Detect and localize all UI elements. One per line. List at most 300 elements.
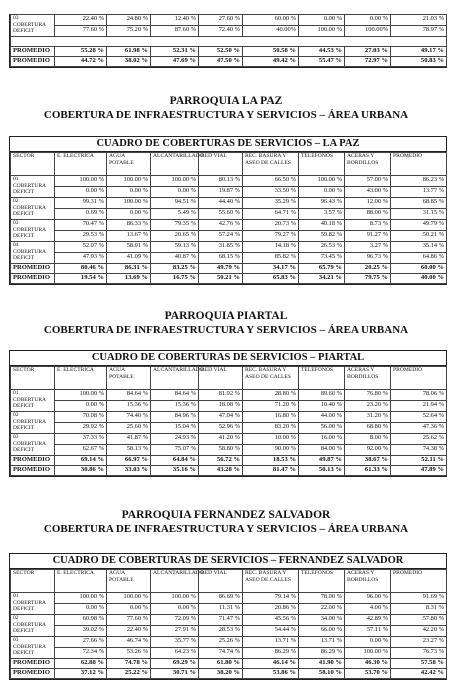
sector-number: 02 <box>13 198 19 204</box>
deficit-cell: 68.80 % <box>345 423 391 434</box>
deficit-cell: 41.09 % <box>107 253 151 264</box>
promedio-cell: 30.71 % <box>151 669 199 679</box>
coverage-cell: 0.00 % <box>345 637 391 648</box>
deficit-cell: 11.31 % <box>199 604 243 615</box>
deficit-cell: 90.00 % <box>243 445 299 456</box>
deficit-cell: 88.00 % <box>345 209 391 220</box>
sector-label <box>11 15 55 37</box>
promedio-label: PROMEDIO <box>11 57 55 67</box>
column-header: TELEFONOS <box>299 367 345 390</box>
coverage-cell: 35.14 % <box>391 242 447 253</box>
coverage-cell: 26.53 % <box>299 242 345 253</box>
deficit-cell: 3.57 % <box>299 209 345 220</box>
deficit-cell: 85.82 % <box>243 253 299 264</box>
deficit-cell: 100.00 % <box>299 26 345 37</box>
top-partial-table <box>9 14 447 68</box>
promedio-cell: 49.17 % <box>391 47 447 57</box>
coverage-cell: 89.60 % <box>299 390 345 401</box>
deficit-cell: 0.00 % <box>107 209 151 220</box>
promedio-cell: 57.58 % <box>391 659 447 669</box>
coverage-cell: 100.00 % <box>299 176 345 187</box>
deficit-cell: 15.36 % <box>151 401 199 412</box>
coverage-cell: 91.69 % <box>391 593 447 604</box>
deficit-cell: 72.34 % <box>55 648 107 659</box>
coverage-cell: 44.40 % <box>199 198 243 209</box>
deficit-cell: 68.15 % <box>199 253 243 264</box>
deficit-cell: 47.36 % <box>391 423 447 434</box>
promedio-cell: 50.83 % <box>391 57 447 67</box>
cobertura-label: COBERTURA <box>13 643 46 650</box>
promedio-cell: 69.14 % <box>55 456 107 466</box>
promedio-cell: 60.00 % <box>391 264 447 274</box>
sector-number: 02 <box>13 412 19 418</box>
coverage-cell: 100.00 % <box>107 176 151 187</box>
promedio-cell: 79.75 % <box>345 274 391 284</box>
promedio-cell: 56.72 % <box>199 456 243 466</box>
piartal-heading <box>0 309 452 337</box>
coverage-cell: 100.00 % <box>55 390 107 401</box>
promedio-cell: 16.75 % <box>151 274 199 284</box>
deficit-cell: 87.60 % <box>151 26 199 37</box>
deficit-cell: 74.74 % <box>199 648 243 659</box>
coverage-cell: 42.89 % <box>345 615 391 626</box>
cobertura-label: COBERTURA <box>13 248 46 255</box>
promedio-cell: 52.50 % <box>199 47 243 57</box>
deficit-cell: 54.44 % <box>243 626 299 637</box>
cobertura-label: COBERTURA <box>13 418 46 425</box>
cobertura-label: COBERTURA <box>13 599 46 606</box>
promedio-cell: 46.14 % <box>243 659 299 669</box>
promedio-cell: 50.21 % <box>199 274 243 284</box>
promedio-cell: 72.97 % <box>345 57 391 67</box>
deficit-cell: 64.71 % <box>243 209 299 220</box>
promedio-cell: 27.03 % <box>345 47 391 57</box>
deficit-cell: 0.00 % <box>55 401 107 412</box>
deficit-cell: 43.00 % <box>345 187 391 198</box>
deficit-cell: 56.00 % <box>299 423 345 434</box>
promedio-cell: 44.53 % <box>299 47 345 57</box>
deficit-cell: 8.31 % <box>391 604 447 615</box>
sector-number: 03 <box>13 637 19 643</box>
coverage-cell: 52.64 % <box>391 412 447 423</box>
deficit-label: DEFICIT <box>13 425 35 431</box>
deficit-cell: 78.97 % <box>391 26 447 37</box>
promedio-cell: 61.33 % <box>345 466 391 476</box>
coverage-cell: 24.80 % <box>107 15 151 26</box>
deficit-cell: 0.00 % <box>151 604 199 615</box>
promedio-cell: 18.53 % <box>243 456 299 466</box>
deficit-cell: 83.20 % <box>243 423 299 434</box>
deficit-cell: 13.77 % <box>391 187 447 198</box>
coverage-cell: 86.33 % <box>107 220 151 231</box>
coverage-cell: 66.50 % <box>243 176 299 187</box>
deficit-cell: 5.49 % <box>151 209 199 220</box>
coverage-cell: 47.04 % <box>199 412 243 423</box>
deficit-cell: 96.73 % <box>345 253 391 264</box>
deficit-cell: 39.02 % <box>55 626 107 637</box>
column-header: TELEFONOS <box>299 153 345 176</box>
promedio-cell: 66.97 % <box>107 456 151 466</box>
piartal-table <box>9 350 447 477</box>
coverage-cell: 100.00 % <box>55 176 107 187</box>
promedio-cell: 65.83 % <box>243 274 299 284</box>
promedio-cell: 38.67 % <box>345 456 391 466</box>
promedio-cell: 38.02 % <box>107 57 151 67</box>
coverage-cell: 79.35 % <box>151 220 199 231</box>
cobertura-label: COBERTURA <box>13 621 46 628</box>
coverage-cell: 12.00 % <box>345 198 391 209</box>
deficit-cell: 64.23 % <box>151 648 199 659</box>
promedio-cell: 47.89 % <box>391 466 447 476</box>
coverage-cell: 22.40 % <box>55 15 107 26</box>
promedio-cell: 49.79 % <box>199 264 243 274</box>
promedio-cell: 25.22 % <box>107 669 151 679</box>
coverage-cell: 79.14 % <box>243 593 299 604</box>
coverage-cell: 84.64 % <box>107 390 151 401</box>
column-header: PROMEDIO <box>391 570 447 593</box>
promedio-cell: 43.28 % <box>199 466 243 476</box>
deficit-cell: 20.86 % <box>243 604 299 615</box>
coverage-cell: 25.26 % <box>199 637 243 648</box>
cobertura-label: COBERTURA <box>13 204 46 211</box>
piartal-table-grid <box>10 366 447 476</box>
column-header: AGUA POTABLE <box>107 570 151 593</box>
coverage-cell: 77.60 % <box>107 615 151 626</box>
deficit-cell: 40.87 % <box>151 253 199 264</box>
coverage-cell: 72.09 % <box>151 615 199 626</box>
coverage-cell: 86.23 % <box>391 176 447 187</box>
promedio-cell: 61.80 % <box>199 659 243 669</box>
promedio-cell: 34.17 % <box>243 264 299 274</box>
promedio-cell: 49.87 % <box>299 456 345 466</box>
deficit-cell: 58.13 % <box>107 445 151 456</box>
coverage-cell: 13.71 % <box>243 637 299 648</box>
promedio-cell: 44.72 % <box>55 57 107 67</box>
coverage-cell: 25.62 % <box>391 434 447 445</box>
deficit-cell: 58.80 % <box>199 445 243 456</box>
spacer-cell <box>11 37 447 47</box>
coverage-cell: 8.73 % <box>345 220 391 231</box>
promedio-cell: 42.42 % <box>391 669 447 679</box>
coverage-cell: 0.00 % <box>299 15 345 26</box>
coverage-cell: 49.79 % <box>391 220 447 231</box>
promedio-label: PROMEDIO <box>11 659 55 669</box>
deficit-cell: 75.20 % <box>107 26 151 37</box>
deficit-cell: 59.82 % <box>299 231 345 242</box>
coverage-cell: 31.20 % <box>345 412 391 423</box>
column-header: TELEFONOS <box>299 570 345 593</box>
sector-number: 01 <box>13 593 19 599</box>
deficit-cell: 4.00 % <box>345 604 391 615</box>
coverage-cell: 58.91 % <box>107 242 151 253</box>
coverage-cell: 68.85 % <box>391 198 447 209</box>
coverage-cell: 57.80 % <box>391 615 447 626</box>
coverage-cell: 35.29 % <box>243 198 299 209</box>
coverage-cell: 52.07 % <box>55 242 107 253</box>
promedio-cell: 47.50 % <box>199 57 243 67</box>
promedio-cell: 62.88 % <box>55 659 107 669</box>
coverage-cell: 45.56 % <box>243 615 299 626</box>
column-header: SECTOR <box>11 153 55 176</box>
column-header: ACERAS Y BORDILLOS <box>345 153 391 176</box>
deficit-label: DEFICIT <box>13 606 35 612</box>
coverage-cell: 59.13 % <box>151 242 199 253</box>
promedio-cell: 55.47 % <box>299 57 345 67</box>
coverage-cell: 60.00 % <box>243 15 299 26</box>
fernandez-table-grid <box>10 569 447 679</box>
coverage-cell: 16.80 % <box>243 412 299 423</box>
promedio-cell: 55.28 % <box>55 47 107 57</box>
coverage-cell: 10.00 % <box>243 434 299 445</box>
promedio-label: PROMEDIO <box>11 669 55 679</box>
promedio-cell: 46.30 % <box>345 659 391 669</box>
promedio-cell: 13.69 % <box>107 274 151 284</box>
column-header: RED VIAL <box>199 367 243 390</box>
coverage-cell: 96.00 % <box>345 593 391 604</box>
deficit-cell: 0.00 % <box>55 187 107 198</box>
promedio-cell: 80.46 % <box>55 264 107 274</box>
column-header: PROMEDIO <box>391 367 447 390</box>
deficit-cell: 21.94 % <box>391 401 447 412</box>
sector-label <box>11 198 55 220</box>
coverage-cell: 40.18 % <box>299 220 345 231</box>
deficit-cell: 77.60 % <box>55 26 107 37</box>
deficit-cell: 76.73 % <box>391 648 447 659</box>
deficit-cell: 0.00 % <box>107 604 151 615</box>
promedio-cell: 52.11 % <box>391 456 447 466</box>
cobertura-label: COBERTURA <box>13 182 46 189</box>
coverage-cell: 34.00 % <box>299 615 345 626</box>
deficit-label: DEFICIT <box>13 189 35 195</box>
promedio-cell: 19.54 % <box>55 274 107 284</box>
promedio-cell: 83.25 % <box>151 264 199 274</box>
deficit-cell: 100.00% <box>345 26 391 37</box>
column-header: ACERAS Y BORDILLOS <box>345 570 391 593</box>
deficit-cell: 13.67 % <box>107 231 151 242</box>
coverage-cell: 57.00 % <box>345 176 391 187</box>
column-header: PROMEDIO <box>391 153 447 176</box>
coverage-cell: 71.47 % <box>199 615 243 626</box>
deficit-cell: 19.87 % <box>199 187 243 198</box>
promedio-cell: 69.29 % <box>151 659 199 669</box>
deficit-cell: 10.40 % <box>299 401 345 412</box>
deficit-cell: 23.20 % <box>345 401 391 412</box>
coverage-cell: 24.93 % <box>151 434 199 445</box>
sector-label <box>11 593 55 615</box>
coverage-cell: 41.87 % <box>107 434 151 445</box>
promedio-cell: 20.25 % <box>345 264 391 274</box>
promedio-cell: 38.20 % <box>199 669 243 679</box>
coverage-cell: 78.06 % <box>391 390 447 401</box>
promedio-cell: 53.70 % <box>345 669 391 679</box>
column-header: AGUA POTABLE <box>107 153 151 176</box>
promedio-cell: 33.03 % <box>107 466 151 476</box>
promedio-cell: 52.31 % <box>151 47 199 57</box>
lapaz-table <box>9 136 447 285</box>
coverage-cell: 28.80 % <box>243 390 299 401</box>
column-header: E. ELECTRICA <box>55 153 107 176</box>
column-header: ALCANTARILLADO <box>151 570 199 593</box>
coverage-cell: 0.00 % <box>345 15 391 26</box>
deficit-label: DEFICIT <box>13 255 35 261</box>
deficit-cell: 29.92 % <box>55 423 107 434</box>
coverage-cell: 96.43 % <box>299 198 345 209</box>
deficit-cell: 27.91 % <box>151 626 199 637</box>
coverage-cell: 100.00 % <box>55 593 107 604</box>
column-header: REC. BASURA Y ASEO DE CALLES <box>243 367 299 390</box>
promedio-cell: 47.69 % <box>151 57 199 67</box>
promedio-label: PROMEDIO <box>11 47 55 57</box>
deficit-cell: 18.08 % <box>199 401 243 412</box>
deficit-cell: 25.60 % <box>107 423 151 434</box>
coverage-cell: 14.18 % <box>243 242 299 253</box>
sector-label <box>11 220 55 242</box>
promedio-label: PROMEDIO <box>11 456 55 466</box>
deficit-cell: 20.65 % <box>151 231 199 242</box>
deficit-cell: 73.45 % <box>299 253 345 264</box>
sector-number: 04 <box>13 242 19 248</box>
column-header: RED VIAL <box>199 570 243 593</box>
deficit-cell: 50.21 % <box>391 231 447 242</box>
promedio-cell: 58.10 % <box>299 669 345 679</box>
promedio-cell: 86.31 % <box>107 264 151 274</box>
coverage-cell: 37.33 % <box>55 434 107 445</box>
lapaz-subtitle: COBERTURA DE INFRAESTRUCTURA Y SERVICIOS – ÁREA URBANA <box>43 109 409 121</box>
promedio-cell: 37.12 % <box>55 669 107 679</box>
sector-number: 02 <box>13 615 19 621</box>
column-header: ALCANTARILLADO <box>151 153 199 176</box>
lapaz-table-grid <box>10 152 447 284</box>
column-header: RED VIAL <box>199 153 243 176</box>
deficit-label: DEFICIT <box>13 233 35 239</box>
fernandez-caption: CUADRO DE COBERTURAS DE SERVICIOS – FERNANDEZ SALVADOR <box>10 554 446 569</box>
column-header: ALCANTARILLADO <box>151 367 199 390</box>
sector-label <box>11 242 55 264</box>
deficit-cell: 72.40 % <box>199 26 243 37</box>
deficit-cell: 74.38 % <box>391 445 447 456</box>
coverage-cell: 8.00 % <box>345 434 391 445</box>
deficit-cell: 66.00 % <box>299 626 345 637</box>
deficit-label: DEFICIT <box>13 211 35 217</box>
deficit-cell: 15.36 % <box>107 401 151 412</box>
column-header: SECTOR <box>11 367 55 390</box>
deficit-cell: 57.11 % <box>345 626 391 637</box>
promedio-cell: 49.42 % <box>243 57 299 67</box>
column-header: E. ELECTRICA <box>55 570 107 593</box>
coverage-cell: 13.71 % <box>299 637 345 648</box>
deficit-label: DEFICIT <box>13 447 35 453</box>
deficit-cell: 100.00 % <box>345 648 391 659</box>
coverage-cell: 100.00 % <box>107 593 151 604</box>
deficit-cell: 79.27 % <box>243 231 299 242</box>
lapaz-heading <box>0 94 452 122</box>
coverage-cell: 60.98 % <box>55 615 107 626</box>
piartal-parroquia: PARROQUIA PIARTAL <box>164 310 288 322</box>
coverage-cell: 12.40 % <box>151 15 199 26</box>
sector-number: 01 <box>13 390 19 396</box>
deficit-cell: 71.20 % <box>243 401 299 412</box>
sector-number: 03 <box>13 15 19 21</box>
coverage-cell: 35.77 % <box>151 637 199 648</box>
deficit-cell: 42.20 % <box>391 626 447 637</box>
coverage-cell: 76.80 % <box>345 390 391 401</box>
deficit-label: DEFICIT <box>13 28 35 34</box>
deficit-cell: 52.96 % <box>199 423 243 434</box>
promedio-cell: 34.21 % <box>299 274 345 284</box>
promedio-label: PROMEDIO <box>11 466 55 476</box>
promedio-cell: 41.90 % <box>299 659 345 669</box>
column-header: SECTOR <box>11 570 55 593</box>
deficit-cell: 22.00 % <box>299 604 345 615</box>
promedio-cell: 61.98 % <box>107 47 151 57</box>
coverage-cell: 84.64 % <box>151 390 199 401</box>
piartal-subtitle: COBERTURA DE INFRAESTRUCTURA Y SERVICIOS – ÁREA URBANA <box>43 324 409 336</box>
coverage-cell: 44.00 % <box>299 412 345 423</box>
coverage-cell: 81.92 % <box>199 390 243 401</box>
deficit-label: DEFICIT <box>13 650 35 656</box>
sector-label <box>11 412 55 434</box>
deficit-cell: 15.04 % <box>151 423 199 434</box>
promedio-cell: 81.47 % <box>243 466 299 476</box>
promedio-label: PROMEDIO <box>11 274 55 284</box>
coverage-cell: 86.69 % <box>199 593 243 604</box>
column-header: AGUA POTABLE <box>107 367 151 390</box>
cobertura-label: COBERTURA <box>13 21 46 28</box>
fernandez-parroquia: PARROQUIA FERNANDEZ SALVADOR <box>121 509 331 521</box>
coverage-cell: 99.31 % <box>55 198 107 209</box>
coverage-cell: 100.00 % <box>151 593 199 604</box>
deficit-cell: 0.00 % <box>151 187 199 198</box>
column-header: E. ELECTRICA <box>55 367 107 390</box>
lapaz-caption: CUADRO DE COBERTURAS DE SERVICIOS – LA PAZ <box>10 137 446 152</box>
promedio-cell: 30.86 % <box>55 466 107 476</box>
coverage-cell: 78.00 % <box>299 593 345 604</box>
deficit-cell: 64.86 % <box>391 253 447 264</box>
deficit-cell: 0.00 % <box>299 187 345 198</box>
coverage-cell: 27.66 % <box>55 637 107 648</box>
coverage-cell: 80.13 % <box>199 176 243 187</box>
deficit-cell: 86.29 % <box>299 648 345 659</box>
coverage-cell: 20.73 % <box>243 220 299 231</box>
promedio-cell: 64.84 % <box>151 456 199 466</box>
coverage-cell: 70.08 % <box>55 412 107 423</box>
deficit-cell: 92.00 % <box>345 445 391 456</box>
deficit-cell: 33.50 % <box>243 187 299 198</box>
promedio-cell: 74.78 % <box>107 659 151 669</box>
coverage-cell: 46.74 % <box>107 637 151 648</box>
cobertura-label: COBERTURA <box>13 440 46 447</box>
deficit-cell: 28.53 % <box>199 626 243 637</box>
deficit-cell: 84.00 % <box>299 445 345 456</box>
deficit-cell: 75.07 % <box>151 445 199 456</box>
coverage-cell: 41.20 % <box>199 434 243 445</box>
piartal-caption: CUADRO DE COBERTURAS DE SERVICIOS – PIARTAL <box>10 351 446 366</box>
column-header: REC. BASURA Y ASEO DE CALLES <box>243 153 299 176</box>
coverage-cell: 84.96 % <box>151 412 199 423</box>
coverage-cell: 42.76 % <box>199 220 243 231</box>
cobertura-label: COBERTURA <box>13 226 46 233</box>
deficit-label: DEFICIT <box>13 403 35 409</box>
lapaz-parroquia: PARROQUIA LA PAZ <box>169 95 283 107</box>
deficit-cell: 55.60 % <box>199 209 243 220</box>
promedio-cell: 40.00 % <box>391 274 447 284</box>
sector-label <box>11 390 55 412</box>
coverage-cell: 23.27 % <box>391 637 447 648</box>
promedio-cell: 53.86 % <box>243 669 299 679</box>
coverage-cell: 3.27 % <box>345 242 391 253</box>
deficit-cell: 53.26 % <box>107 648 151 659</box>
cobertura-label: COBERTURA <box>13 396 46 403</box>
